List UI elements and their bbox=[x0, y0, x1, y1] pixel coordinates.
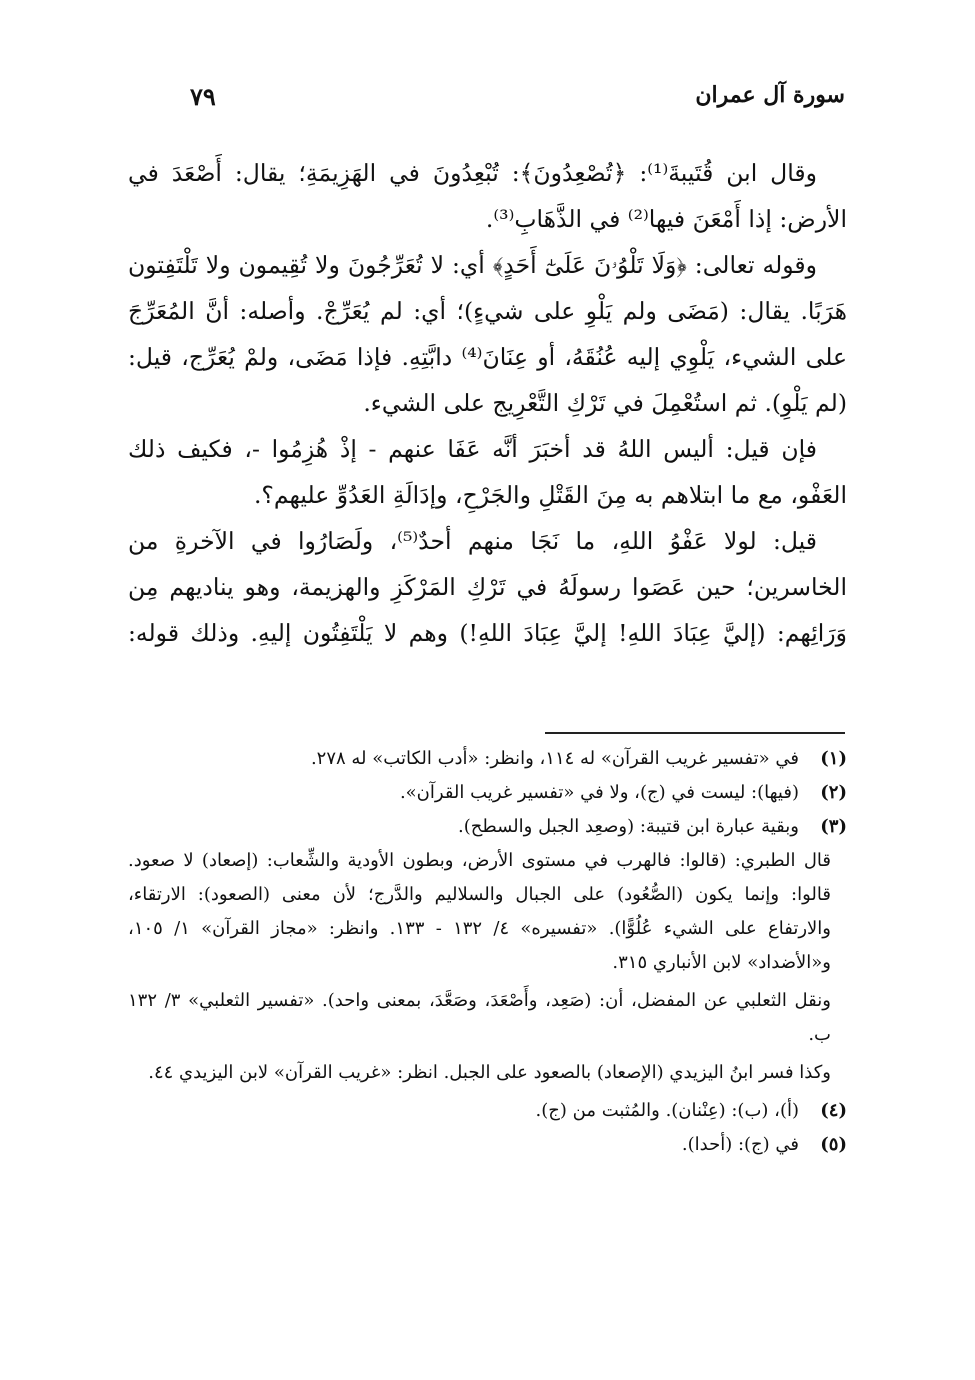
footnote-text: (فيها): ليست في (ج)، ولا في «تفسير غريب القرآن». bbox=[399, 782, 799, 803]
footnote-text: وبقية عبارة ابن قتيبة: (وصعِد الجبل والسطح). bbox=[458, 816, 799, 837]
paragraph-4: قيل: لولا عَفْوُ اللهِ، ما نَجَا منهم أحدٌ⁽⁵⁾، ولَصَارُوا في الآخرةِ من الخاسرين؛ حين عَصَوا رسولَهُ في تَرْكِ المَرْكَزِ والهزيمة، وهو يناديهم مِن وَرَائِهم: (إليَّ عِبَادَ اللهِ! إليَّ عِبَادَ اللهِ!) وهم لا يَلْتَفِتُون إليهِ. وذلك قوله: bbox=[128, 527, 847, 647]
footnotes bbox=[128, 742, 847, 1162]
footnote-4 bbox=[128, 1094, 847, 1128]
surah-title: سورة آل عمران bbox=[695, 82, 845, 108]
footnote-number: (٢) bbox=[820, 782, 847, 803]
page-header bbox=[130, 82, 845, 122]
paragraph-2: وقوله تعالى: ﴿وَلَا تَلْوُۥنَ عَلَىٰٓ أَحَدٍ﴾ أي: لا تُعَرِّجُونَ ولا تُقِيمون ولا تَلْتَفِتون هَرَبًا. يقال: (مَضَى ولم يَلْوِ على شيءٍ)؛ أي: لم يُعَرِّجْ. وأصله: أنَّ المُعَرِّجَ على الشيء، يَلْوِي إليه عُنُقَهُ، أو عِنَانَ⁽⁴⁾ دابَّتِهِ. فإذا مَضَى، ولمْ يُعَرِّج، قيل: (لم يَلْوِ). ثم استُعْمِلَ في تَرْكِ التَّعْرِيج على الشيء. bbox=[128, 251, 847, 417]
footnote-3-thalabi: ونقل الثعلبي عن المفضل، أن: (صَعِد، وأَصْعَدَ، وصَعَّدَ، بمعنى واحد). «تفسير الثعلبي» ٣/ ١٣٢ ب. bbox=[128, 990, 831, 1045]
footnote-2 bbox=[128, 776, 847, 810]
footnote-number: (٣) bbox=[820, 816, 847, 837]
footnote-3-yazidi: وكذا فسر ابنُ اليزيدي (الإصعاد) بالصعود على الجبل. انظر: «غريب القرآن» لابن اليزيدي ٤٤. bbox=[148, 1062, 831, 1083]
paragraph-3: فإن قيل: أليس اللهُ قد أخبَرَ أنَّه عَفَا عنهم - إذْ هُزِمُوا -، فكيف ذلك العَفْو، مع ما ابتلاهم به مِنَ القَتْلِ والجَرْحِ، وإدَالَةِ العَدُوِّ عليهم؟. bbox=[128, 435, 847, 509]
main-text bbox=[128, 150, 847, 656]
footnote-number: (١) bbox=[820, 748, 847, 769]
footnote-3 bbox=[128, 810, 847, 844]
footnote-separator bbox=[545, 732, 845, 734]
page-number: ٧٩ bbox=[190, 82, 216, 111]
footnote-text: (أ)، (ب): (عِنْنان). والمُثبت من (ج). bbox=[535, 1100, 799, 1121]
footnote-text: في (ج): (أحدا). bbox=[681, 1134, 799, 1155]
paragraph-1: وقال ابن قُتَيبةَ⁽¹⁾: ﴿تُصْعِدُونَ﴾: تُبْعِدُونَ في الهَزِيمَةِ؛ يقال: أَصْعَدَ في الأرض: إذا أَمْعَنَ فيها⁽²⁾ في الذَّهَابِ⁽³⁾. bbox=[128, 159, 847, 233]
footnote-3-tabari: قال الطبري: (قالوا: فالهرب في مستوى الأرض، وبطون الأودية والشِّعاب: (إصعاد) لا صعود. قالوا: وإنما يكون (الصُّعُود) على الجبال والسلاليم والدَّرج؛ لأن معنى (الصعود): الارتقاء، والارتفاع على الشيء عُلُوًّا). «تفسيره» ٤/ ١٣٢ - ١٣٣. وانظر: «مجاز القرآن» ١/ ١٠٥، و«الأضداد» لابن الأنباري ٣١٥. bbox=[128, 850, 831, 973]
footnote-number: (٤) bbox=[820, 1100, 847, 1121]
footnote-number: (٥) bbox=[820, 1134, 847, 1155]
footnote-5 bbox=[128, 1128, 847, 1162]
footnote-1 bbox=[128, 742, 847, 776]
footnote-text: في «تفسير غريب القرآن» له ١١٤، وانظر: «أدب الكاتب» له ٢٧٨. bbox=[310, 748, 799, 769]
